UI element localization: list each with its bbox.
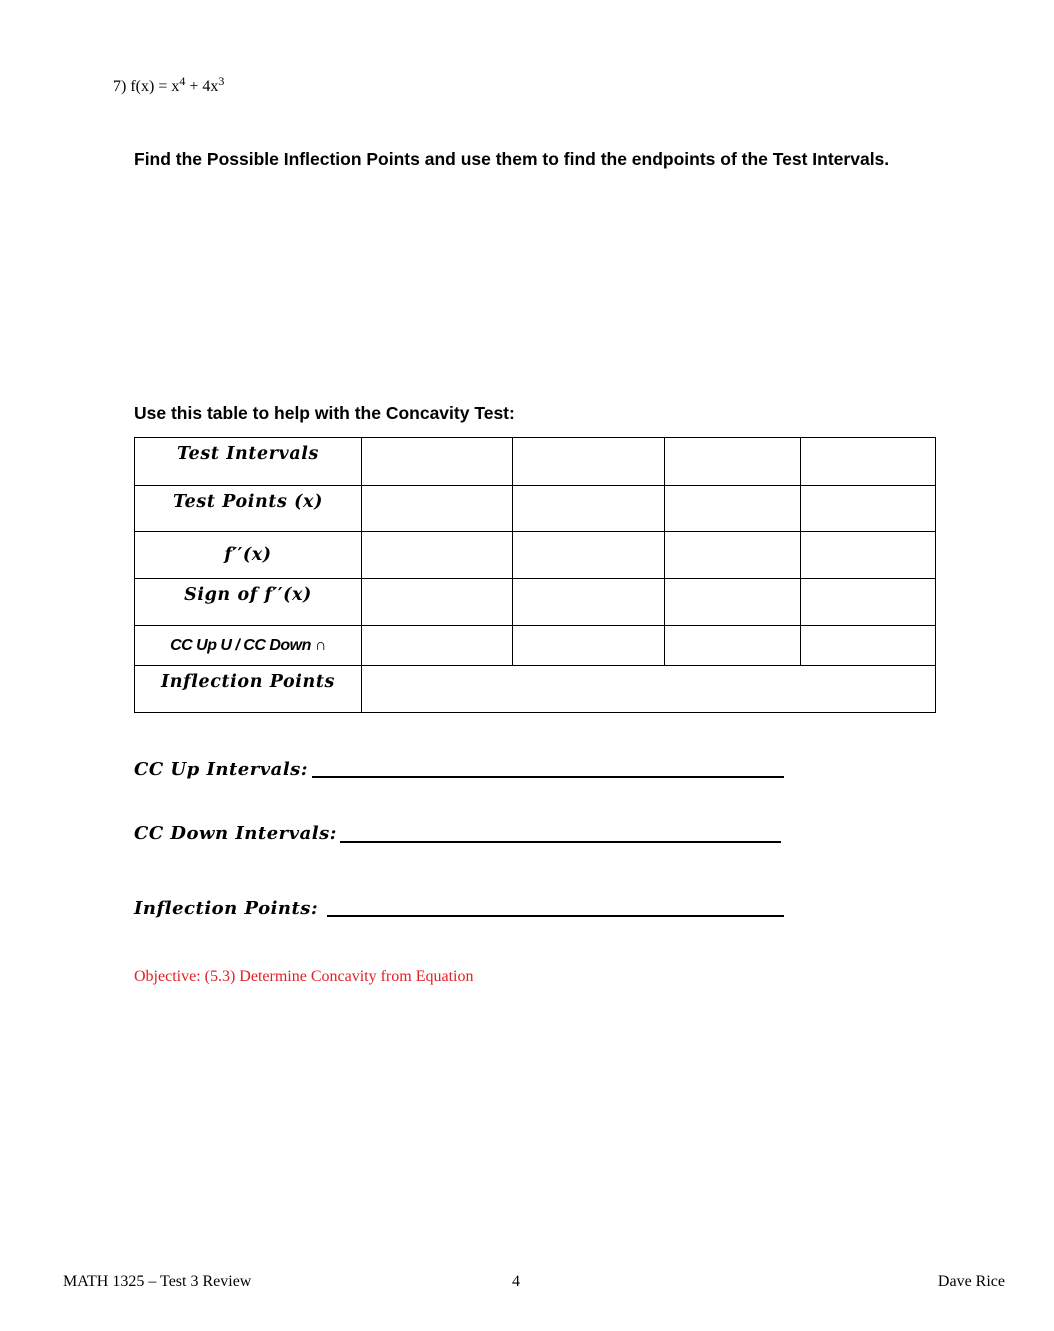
table-row-test-intervals [135, 438, 936, 486]
row-label-inflection-points: Inflection Points [135, 666, 362, 713]
cell-second-derivative-3[interactable] [665, 532, 801, 579]
cell-sign-3[interactable] [665, 579, 801, 626]
row-label-second-derivative: f′′(x) [135, 532, 362, 579]
problem-number: 7) [113, 78, 127, 95]
inflection-points-label: Inflection Points: [134, 898, 319, 919]
problem-statement [113, 74, 225, 96]
table-row-inflection-points [135, 666, 936, 713]
cell-test-interval-4[interactable] [801, 438, 936, 486]
function-lhs: f(x) = [130, 78, 168, 95]
concavity-table [134, 437, 936, 713]
cell-second-derivative-1[interactable] [362, 532, 513, 579]
cell-sign-1[interactable] [362, 579, 513, 626]
row-label-test-points: Test Points (x) [135, 486, 362, 532]
cell-sign-4[interactable] [801, 579, 936, 626]
cell-second-derivative-2[interactable] [513, 532, 665, 579]
term2-exponent: 3 [218, 74, 225, 88]
cell-inflection-points[interactable] [362, 666, 936, 713]
cell-concavity-4[interactable] [801, 626, 936, 666]
table-row-test-points [135, 486, 936, 532]
term1-base: x [171, 78, 180, 95]
cell-sign-2[interactable] [513, 579, 665, 626]
instruction-text: Find the Possible Inflection Points and use them to find the endpoints of the Test Intervals. [134, 149, 890, 169]
cell-test-point-3[interactable] [665, 486, 801, 532]
cell-concavity-3[interactable] [665, 626, 801, 666]
row-label-test-intervals: Test Intervals [135, 438, 362, 486]
table-row-second-derivative [135, 532, 936, 579]
term2-base: 4x [202, 78, 219, 95]
cell-test-interval-2[interactable] [513, 438, 665, 486]
cc-up-label: CC Up Intervals: [134, 759, 308, 780]
table-intro-text: Use this table to help with the Concavity Test: [134, 403, 515, 423]
footer-page-number: 4 [512, 1273, 520, 1290]
objective-text: Objective: (5.3) Determine Concavity from Equation [134, 968, 474, 985]
table-row-sign [135, 579, 936, 626]
cell-test-point-4[interactable] [801, 486, 936, 532]
cc-down-answer-line[interactable] [340, 841, 781, 843]
cell-test-point-1[interactable] [362, 486, 513, 532]
row-label-sign: Sign of f′′(x) [135, 579, 362, 626]
table-row-concavity [135, 626, 936, 666]
plus-operator: + [189, 78, 199, 95]
footer-course: MATH 1325 – Test 3 Review [63, 1273, 252, 1290]
cell-concavity-2[interactable] [513, 626, 665, 666]
cc-up-answer-line[interactable] [312, 776, 784, 778]
row-label-concavity: CC Up U / CC Down ∩ [135, 626, 362, 666]
cc-down-label: CC Down Intervals: [134, 823, 337, 844]
cell-second-derivative-4[interactable] [801, 532, 936, 579]
footer-author: Dave Rice [937, 1273, 1005, 1290]
cell-test-interval-1[interactable] [362, 438, 513, 486]
cell-concavity-1[interactable] [362, 626, 513, 666]
inflection-points-answer-line[interactable] [327, 915, 784, 917]
cell-test-interval-3[interactable] [665, 438, 801, 486]
cell-test-point-2[interactable] [513, 486, 665, 532]
term1-exponent: 4 [179, 74, 186, 88]
